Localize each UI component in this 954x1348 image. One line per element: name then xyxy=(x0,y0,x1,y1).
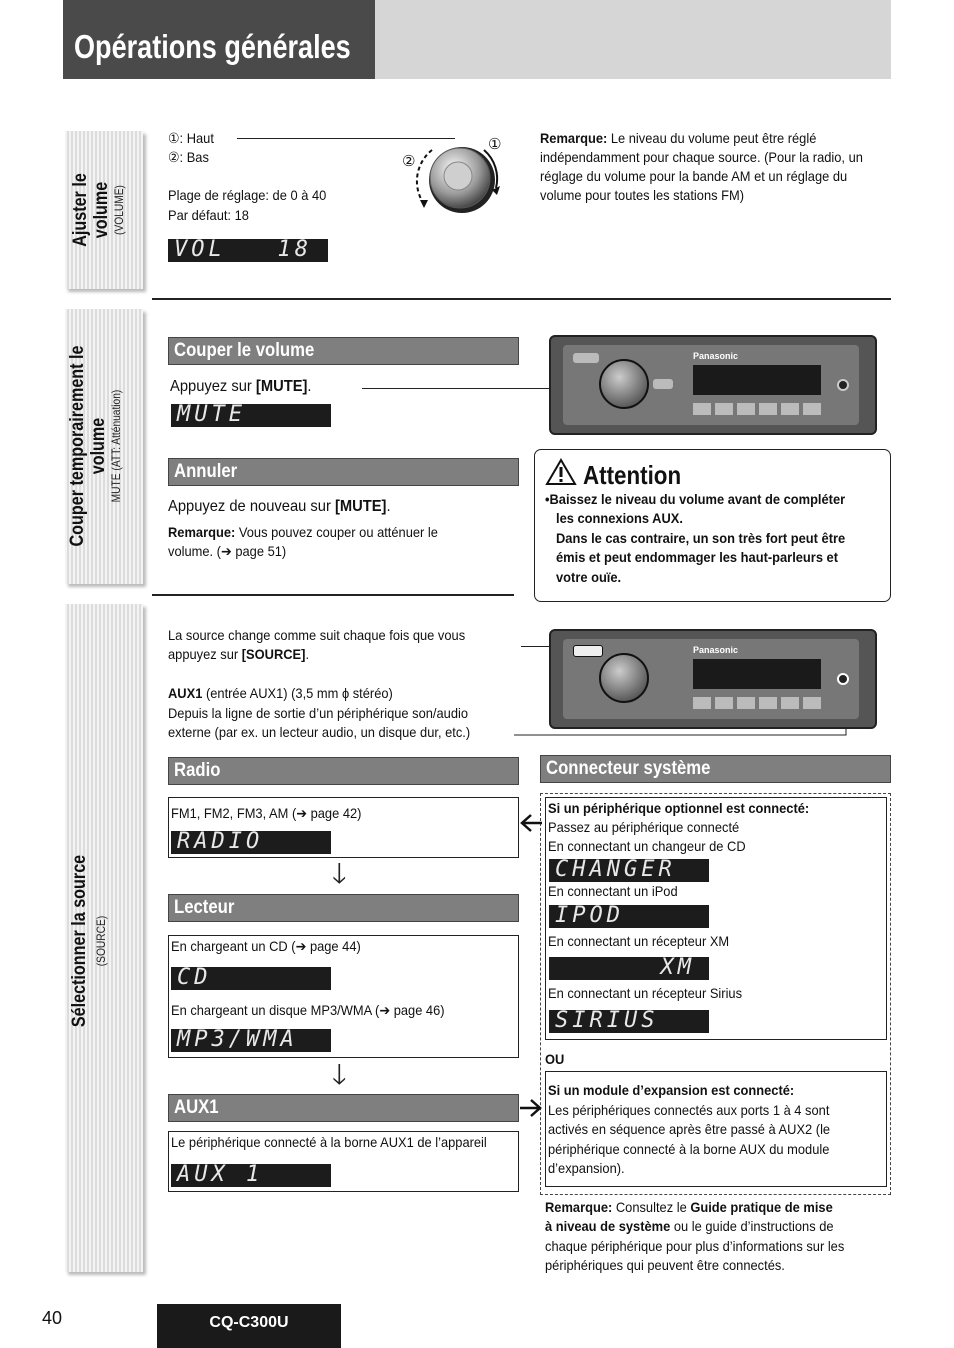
optional-device-line: Passez au périphérique connecté xyxy=(548,819,740,835)
car-stereo-faceplate xyxy=(549,335,877,435)
mute-key: [MUTE] xyxy=(255,378,308,395)
attention-line-5: votre ouïe. xyxy=(556,569,622,585)
cut-volume-text-pre: Appuyez sur xyxy=(170,378,256,395)
volume-default: Par défaut: 18 xyxy=(168,207,249,223)
expansion-line-3: périphérique connecté à la borne AUX du module xyxy=(548,1141,830,1157)
volume-down-label: ②: Bas xyxy=(168,149,209,165)
knob-mark-up: ① xyxy=(488,136,502,153)
aux-input-line-3: externe (par ex. un lecteur audio, un disque dur, etc.) xyxy=(168,724,471,740)
aux-jack[interactable] xyxy=(837,379,849,391)
side-tab-mute-title-1: Couper temporairement le xyxy=(67,345,88,547)
source-intro-line-1: La source change comme suit chaque fois que vous xyxy=(168,627,466,643)
aux-jack-2[interactable] xyxy=(837,673,849,685)
system-connector-heading xyxy=(540,755,891,783)
arrow-down-icon: 🡓 xyxy=(332,858,347,889)
changer-lcd: CHANGER xyxy=(549,859,709,882)
source-intro-pre: appuyez sur xyxy=(168,646,242,662)
system-connector-heading-text: Connecteur système xyxy=(546,758,711,779)
car-stereo-faceplate-2 xyxy=(549,629,877,729)
system-remark-pre: Consultez le xyxy=(612,1199,691,1215)
mute-remark xyxy=(168,523,438,543)
xm-text: En connectant un récepteur XM xyxy=(548,933,730,949)
volume-remark-line-4: volume pour toutes les stations FM) xyxy=(540,187,745,203)
system-remark-line-3: chaque périphérique pour plus d’informations sur les xyxy=(545,1238,845,1254)
radio-lcd: RADIO xyxy=(171,831,331,854)
cut-volume-text xyxy=(170,377,312,397)
radio-heading-text: Radio xyxy=(174,760,221,781)
sirius-lcd: SIRIUS xyxy=(549,1010,709,1033)
source-key: [SOURCE] xyxy=(241,646,306,662)
title-bar-extension xyxy=(375,0,891,79)
cut-volume-heading-text: Couper le volume xyxy=(174,340,315,361)
sirius-text: En connectant un récepteur Sirius xyxy=(548,985,743,1001)
divider xyxy=(152,594,514,596)
cd-text: En chargeant un CD (➔ page 44) xyxy=(171,938,361,954)
radio-text: FM1, FM2, FM3, AM (➔ page 42) xyxy=(171,805,362,821)
system-remark-label: Remarque: xyxy=(545,1199,613,1215)
faceplate-brand-2: Panasonic xyxy=(693,645,739,655)
mute-button[interactable] xyxy=(653,379,673,389)
side-tab-volume-sub: (VOLUME) xyxy=(112,185,126,235)
aux1-heading-text: AUX1 xyxy=(174,1097,219,1118)
cancel-heading-text: Annuler xyxy=(174,461,238,482)
attention-line-3: Dans le cas contraire, un son très fort peut être xyxy=(556,530,846,546)
radio-heading xyxy=(168,757,519,785)
system-remark-line-2 xyxy=(545,1217,834,1237)
system-remark-bold-2: à niveau de système xyxy=(545,1218,671,1234)
mute-lcd: MUTE xyxy=(171,404,331,427)
side-tab-source-text xyxy=(69,826,108,1056)
faceplate-display xyxy=(693,365,821,395)
side-tab-volume-title-1: Ajuster le xyxy=(70,173,91,247)
volume-remark-line-1: Le niveau du volume peut être réglé xyxy=(607,130,817,146)
mute-remark-line-1: Vous pouvez couper ou atténuer le xyxy=(235,524,438,540)
preset-buttons-2[interactable] xyxy=(693,697,821,709)
arrow-right-icon xyxy=(518,1097,544,1119)
source-button[interactable] xyxy=(573,353,599,363)
volume-remark xyxy=(540,129,816,149)
warning-icon xyxy=(545,458,577,486)
system-remark-line-4: périphériques qui peuvent être connectés. xyxy=(545,1257,785,1273)
aux-input-line-2: Depuis la ligne de sortie d’un périphérique son/audio xyxy=(168,705,469,721)
preset-buttons[interactable] xyxy=(693,403,821,415)
page-title: Opérations générales xyxy=(74,28,351,65)
volume-up-label: ①: Haut xyxy=(168,130,214,146)
side-tab-source-title: Sélectionner la source xyxy=(69,854,90,1028)
faceplate-brand: Panasonic xyxy=(693,351,739,361)
or-label: OU xyxy=(545,1051,565,1067)
mute-remark-label: Remarque: xyxy=(168,524,236,540)
knob-mark-down: ② xyxy=(402,153,416,170)
attention-line-1: •Baissez le niveau du volume avant de compléter xyxy=(545,491,846,507)
cancel-text-post: . xyxy=(386,498,391,515)
aux-input-desc: (entrée AUX1) (3,5 mm ϕ stéréo) xyxy=(202,685,393,701)
aux1-lcd: AUX 1 xyxy=(171,1164,331,1187)
volume-remark-line-3: réglage du volume pour la bande AM et un réglage du xyxy=(540,168,848,184)
system-remark-bold-1: Guide pratique de mise xyxy=(690,1199,833,1215)
expansion-title: Si un module d’expansion est connecté: xyxy=(548,1082,795,1098)
side-tab-mute-sub: MUTE (ATT: Atténuation) xyxy=(109,389,123,503)
ipod-text: En connectant un iPod xyxy=(548,883,678,899)
side-tab-mute-title-2: volume xyxy=(88,417,109,475)
side-tab-volume-title-2: volume xyxy=(91,181,112,239)
volume-range: Plage de réglage: de 0 à 40 xyxy=(168,187,327,203)
cancel-text xyxy=(168,497,391,517)
ipod-lcd: IPOD xyxy=(549,905,709,928)
model-label: CQ-C300U xyxy=(209,1314,289,1331)
expansion-line-4: d’expansion). xyxy=(548,1160,625,1176)
arrow-left-icon xyxy=(518,812,544,834)
cut-volume-text-post: . xyxy=(307,378,312,395)
mute-remark-line-2: volume. (➔ page 51) xyxy=(168,543,287,559)
cut-volume-heading xyxy=(168,337,519,365)
side-tab-mute xyxy=(65,309,143,584)
attention-line-4: émis et peut endommager les haut-parleurs et xyxy=(556,549,839,565)
cd-lcd: CD xyxy=(171,967,331,990)
aux1-text: Le périphérique connecté à la borne AUX1 de l’appareil xyxy=(171,1134,487,1150)
mute-key-again: [MUTE] xyxy=(334,498,387,515)
system-remark-post: ou le guide d’instructions de xyxy=(670,1218,834,1234)
source-button-2[interactable] xyxy=(573,645,603,657)
side-tab-volume xyxy=(65,131,143,289)
player-heading xyxy=(168,894,519,922)
divider xyxy=(152,298,891,300)
side-tab-source-sub: (SOURCE) xyxy=(94,915,108,967)
arrow-down-icon: 🡓 xyxy=(332,1059,347,1090)
optional-device-title: Si un périphérique optionnel est connecté: xyxy=(548,800,810,816)
changer-text: En connectant un changeur de CD xyxy=(548,838,746,854)
source-intro-post: . xyxy=(305,646,310,662)
mp3-text: En chargeant un disque MP3/WMA (➔ page 46) xyxy=(171,1002,445,1018)
side-tab-source xyxy=(65,604,143,1272)
source-intro-line-2 xyxy=(168,645,309,665)
volume-lcd: VOL 18 xyxy=(168,239,328,262)
faceplate-knob-icon[interactable] xyxy=(599,359,649,409)
attention-title: Attention xyxy=(583,460,682,490)
player-heading-text: Lecteur xyxy=(174,897,235,918)
faceplate-knob-icon-2[interactable] xyxy=(599,653,649,703)
side-tab-mute-text xyxy=(67,321,123,571)
xm-lcd: XM xyxy=(549,957,709,980)
aux-input-line-1 xyxy=(168,684,393,704)
expansion-line-2: activés en séquence après être passé à AUX2 (le xyxy=(548,1121,831,1137)
volume-remark-label: Remarque: xyxy=(540,130,608,146)
volume-remark-line-2: indépendamment pour chaque source. (Pour la radio, un xyxy=(540,149,863,165)
page-number: 40 xyxy=(42,1308,63,1328)
faceplate-display-2 xyxy=(693,659,821,689)
aux1-heading xyxy=(168,1094,519,1122)
system-remark-line-1 xyxy=(545,1198,833,1218)
cancel-heading xyxy=(168,458,519,486)
expansion-line-1: Les périphériques connectés aux ports 1 à 4 sont xyxy=(548,1102,830,1118)
aux-input-label: AUX1 xyxy=(168,685,203,701)
side-tab-volume-text xyxy=(70,137,126,283)
cancel-text-pre: Appuyez de nouveau sur xyxy=(168,498,335,515)
attention-line-2: les connexions AUX. xyxy=(556,510,683,526)
mp3-lcd: MP3/WMA xyxy=(171,1029,331,1052)
